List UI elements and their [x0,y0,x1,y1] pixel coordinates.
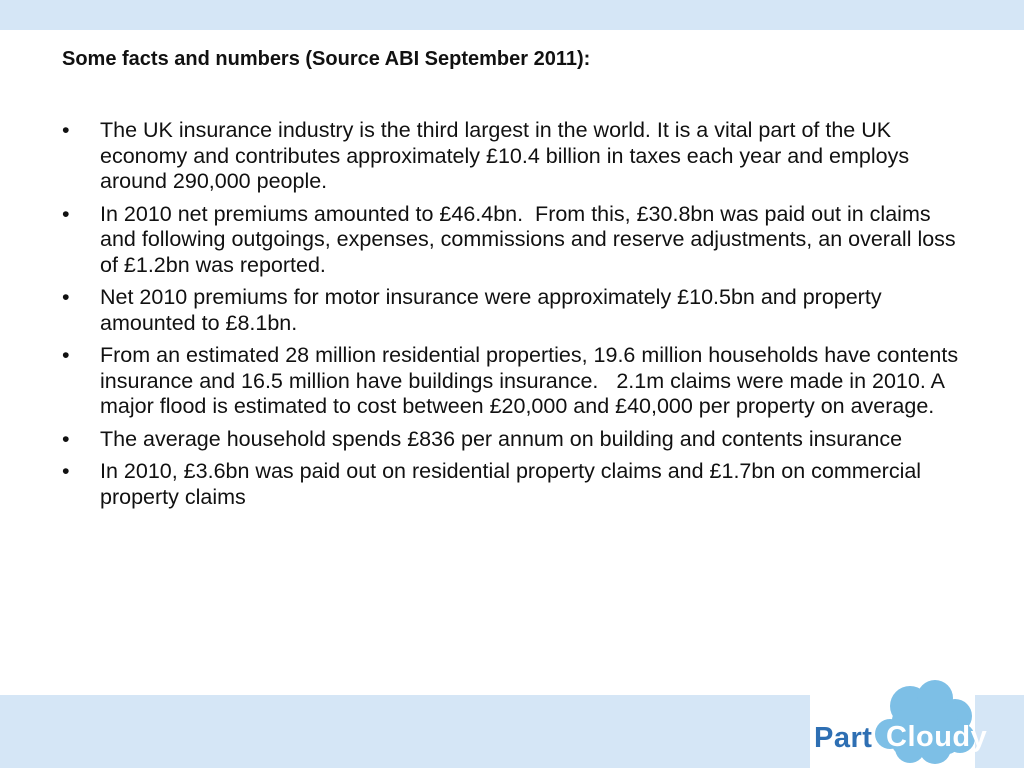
fact-item [62,459,967,510]
slide-heading: Some facts and numbers (Source ABI September 2011): [62,48,591,70]
bullet-marker: • [62,118,70,142]
fact-item [62,343,967,420]
logo-part-text: Part [814,722,873,754]
fact-item [62,202,967,279]
fact-text: In 2010, £3.6bn was paid out on residential property claims and £1.7bn on commercial property claims [100,459,928,509]
fact-text: The UK insurance industry is the third largest in the world. It is a vital part of the UK economy and contributes approximately £10.4 billion in taxes each year and employs around 290,000 people. [100,118,916,193]
fact-text: In 2010 net premiums amounted to £46.4bn. From this, £30.8bn was paid out in claims and following outgoings, expenses, commissions and reserve adjustments, an overall loss of £1.2bn was reported. [100,201,962,277]
facts-list [62,118,967,517]
fact-item [62,118,967,195]
fact-item [62,427,967,453]
fact-text: From an estimated 28 million residential properties, 19.6 million households have contents insurance and 16.5 million have buildings insurance. 2.1m claims were made in 2010. A major flood is estimated to cost between £20,000 and £40,000 per property on average. [100,343,965,418]
fact-text: Net 2010 premiums for motor insurance were approximately £10.5bn and property amounted to £8.1bn. [100,285,888,335]
bullet-marker: • [62,426,70,451]
bullet-marker: • [62,459,70,483]
top-accent-band [0,0,1024,30]
bullet-marker: • [62,285,70,309]
fact-item [62,285,967,336]
fact-text: The average household spends £836 per annum on building and contents insurance [100,426,903,451]
bullet-marker: • [62,343,70,367]
bullet-marker: • [62,201,70,226]
logo-cloudy-text: Cloudy [886,721,988,753]
partcloudy-logo [810,676,988,768]
